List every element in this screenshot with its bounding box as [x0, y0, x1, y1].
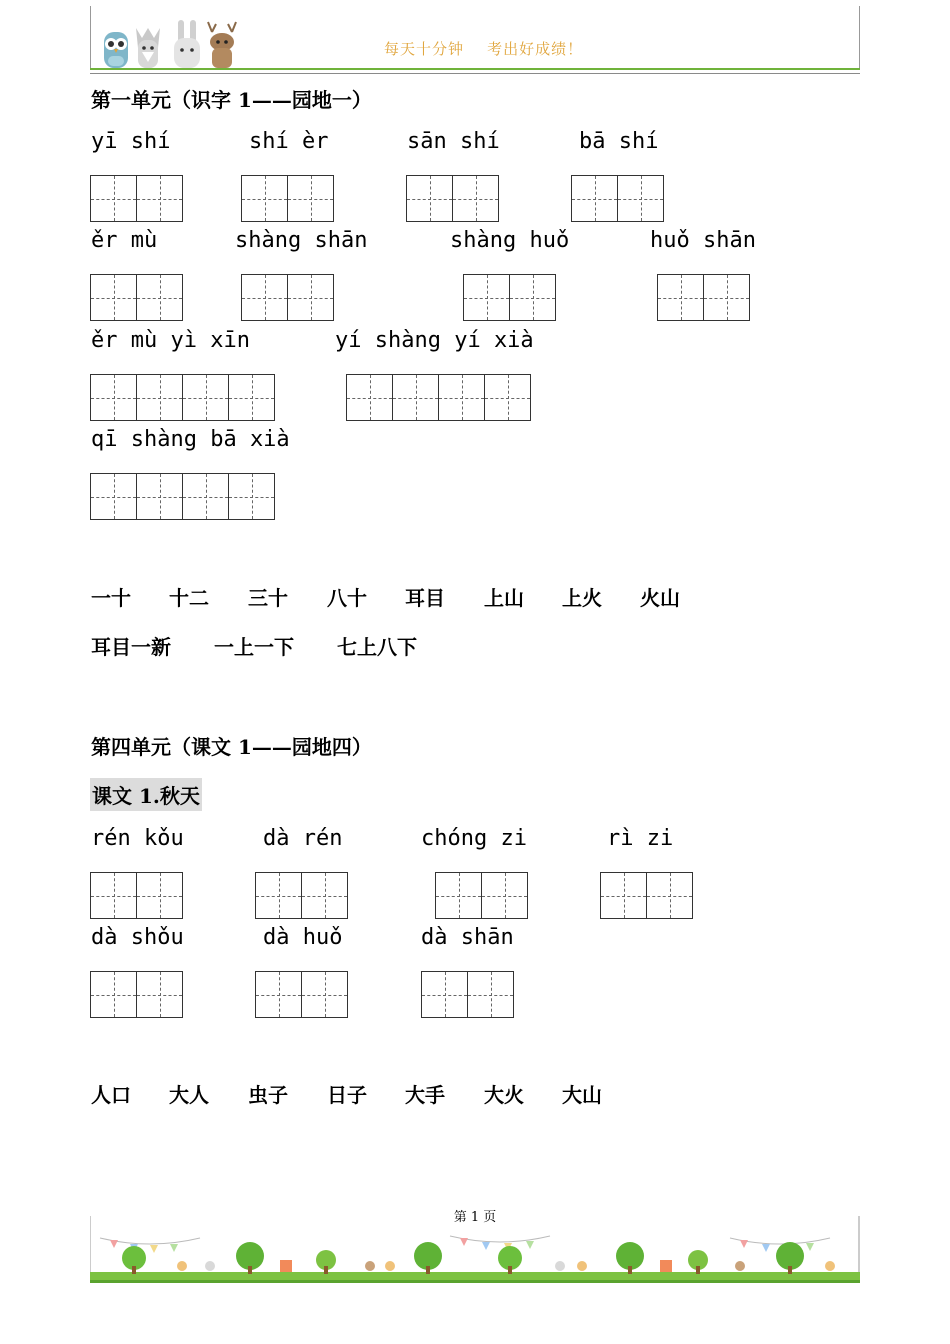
pinyin-label: rén kǒu [91, 826, 184, 851]
writing-box[interactable] [255, 971, 348, 1017]
writing-cell[interactable] [90, 872, 137, 919]
writing-cell[interactable] [228, 473, 275, 520]
header-rule-green [90, 68, 860, 70]
writing-cell[interactable] [136, 971, 183, 1018]
writing-cell[interactable] [467, 971, 514, 1018]
writing-box[interactable] [255, 872, 348, 918]
writing-box[interactable] [600, 872, 693, 918]
rabbit-icon [174, 20, 200, 68]
writing-cell[interactable] [301, 971, 348, 1018]
word-item: 虫子 [248, 1083, 288, 1107]
writing-cell[interactable] [228, 374, 275, 421]
writing-cell[interactable] [90, 175, 137, 222]
pinyin-label: huǒ shān [650, 228, 756, 253]
header-tagline: 每天十分钟 考出好成绩！ [384, 40, 584, 58]
writing-box[interactable] [463, 274, 556, 320]
word-item: 十二 [169, 586, 209, 610]
pinyin-label: yí shàng yí xià [335, 328, 534, 353]
writing-box[interactable] [435, 872, 528, 918]
writing-cell[interactable] [90, 473, 137, 520]
writing-box[interactable] [90, 374, 275, 420]
word-item: 大人 [169, 1083, 209, 1107]
word-item: 上山 [484, 586, 524, 610]
writing-cell[interactable] [287, 175, 334, 222]
writing-cell[interactable] [392, 374, 439, 421]
writing-cell[interactable] [438, 374, 485, 421]
writing-cell[interactable] [90, 971, 137, 1018]
writing-box[interactable] [90, 473, 275, 519]
fox-icon [136, 28, 160, 68]
writing-cell[interactable] [136, 872, 183, 919]
writing-cell[interactable] [287, 274, 334, 321]
page-header [90, 6, 860, 74]
writing-cell[interactable] [452, 175, 499, 222]
writing-box[interactable] [421, 971, 514, 1017]
writing-cell[interactable] [463, 274, 510, 321]
writing-box[interactable] [90, 971, 183, 1017]
header-rule-gray [90, 73, 860, 74]
pinyin-label: shàng shān [235, 228, 368, 253]
writing-box[interactable] [571, 175, 664, 221]
pinyin-label: dà shān [421, 925, 514, 950]
writing-cell[interactable] [136, 473, 183, 520]
writing-cell[interactable] [301, 872, 348, 919]
writing-cell[interactable] [600, 872, 647, 919]
word-item: 一十 [91, 586, 131, 610]
pinyin-label: bā shí [579, 129, 659, 154]
writing-cell[interactable] [90, 374, 137, 421]
writing-cell[interactable] [136, 374, 183, 421]
writing-box[interactable] [90, 872, 183, 918]
word-item: 耳目 [405, 586, 445, 610]
writing-cell[interactable] [657, 274, 704, 321]
word-item: 一上一下 [214, 635, 294, 659]
word-item: 耳目一新 [91, 635, 171, 659]
pinyin-label: sān shí [407, 129, 500, 154]
writing-cell[interactable] [136, 274, 183, 321]
writing-box[interactable] [241, 274, 334, 320]
pinyin-label: dà shǒu [91, 925, 184, 950]
writing-cell[interactable] [241, 175, 288, 222]
header-edge-left [90, 6, 91, 70]
word-item: 三十 [248, 586, 288, 610]
unit-1-title: 第一单元（识字 1——园地一） [91, 88, 372, 112]
unit-4-title: 第四单元（课文 1——园地四） [91, 735, 372, 759]
pinyin-label: ěr mù yì xīn [91, 328, 250, 353]
writing-cell[interactable] [182, 374, 229, 421]
pinyin-label: shí èr [249, 129, 329, 154]
writing-cell[interactable] [617, 175, 664, 222]
writing-cell[interactable] [484, 374, 531, 421]
writing-cell[interactable] [255, 971, 302, 1018]
writing-cell[interactable] [646, 872, 693, 919]
pinyin-label: chóng zi [421, 826, 527, 851]
writing-cell[interactable] [435, 872, 482, 919]
writing-box[interactable] [657, 274, 750, 320]
writing-box[interactable] [406, 175, 499, 221]
pinyin-label: dà rén [263, 826, 343, 851]
writing-cell[interactable] [571, 175, 618, 222]
writing-cell[interactable] [255, 872, 302, 919]
writing-cell[interactable] [90, 274, 137, 321]
writing-cell[interactable] [481, 872, 528, 919]
owl-icon [104, 32, 128, 68]
pinyin-label: dà huǒ [263, 925, 343, 950]
word-item: 日子 [327, 1083, 367, 1107]
tree-icons [122, 1242, 804, 1274]
pinyin-label: shàng huǒ [450, 228, 570, 253]
writing-cell[interactable] [703, 274, 750, 321]
header-edge-right [859, 6, 860, 70]
footer-decoration [90, 1216, 860, 1284]
writing-cell[interactable] [406, 175, 453, 222]
animal-mascots-logo [100, 18, 250, 70]
word-item: 人口 [91, 1083, 131, 1107]
writing-cell[interactable] [346, 374, 393, 421]
writing-cell[interactable] [509, 274, 556, 321]
word-item: 上火 [562, 586, 602, 610]
word-item: 大山 [562, 1083, 602, 1107]
word-item: 七上八下 [337, 635, 417, 659]
writing-cell[interactable] [241, 274, 288, 321]
word-item: 八十 [327, 586, 367, 610]
pinyin-label: ěr mù [91, 228, 158, 253]
pinyin-label: qī shàng bā xià [91, 427, 290, 452]
word-item: 火山 [640, 586, 680, 610]
writing-box[interactable] [90, 175, 183, 221]
writing-box[interactable] [346, 374, 531, 420]
writing-cell[interactable] [136, 175, 183, 222]
writing-cell[interactable] [421, 971, 468, 1018]
pinyin-label: yī shí [91, 129, 171, 154]
writing-box[interactable] [90, 274, 183, 320]
word-item: 大火 [484, 1083, 524, 1107]
writing-cell[interactable] [182, 473, 229, 520]
pinyin-label: rì zi [607, 826, 674, 851]
word-item: 大手 [405, 1083, 445, 1107]
page-number: 第 1 页 [453, 1210, 497, 1225]
lesson-title: 课文 1.秋天 [90, 778, 202, 811]
deer-icon [208, 22, 236, 68]
bunting-flags [110, 1238, 814, 1253]
writing-box[interactable] [241, 175, 334, 221]
